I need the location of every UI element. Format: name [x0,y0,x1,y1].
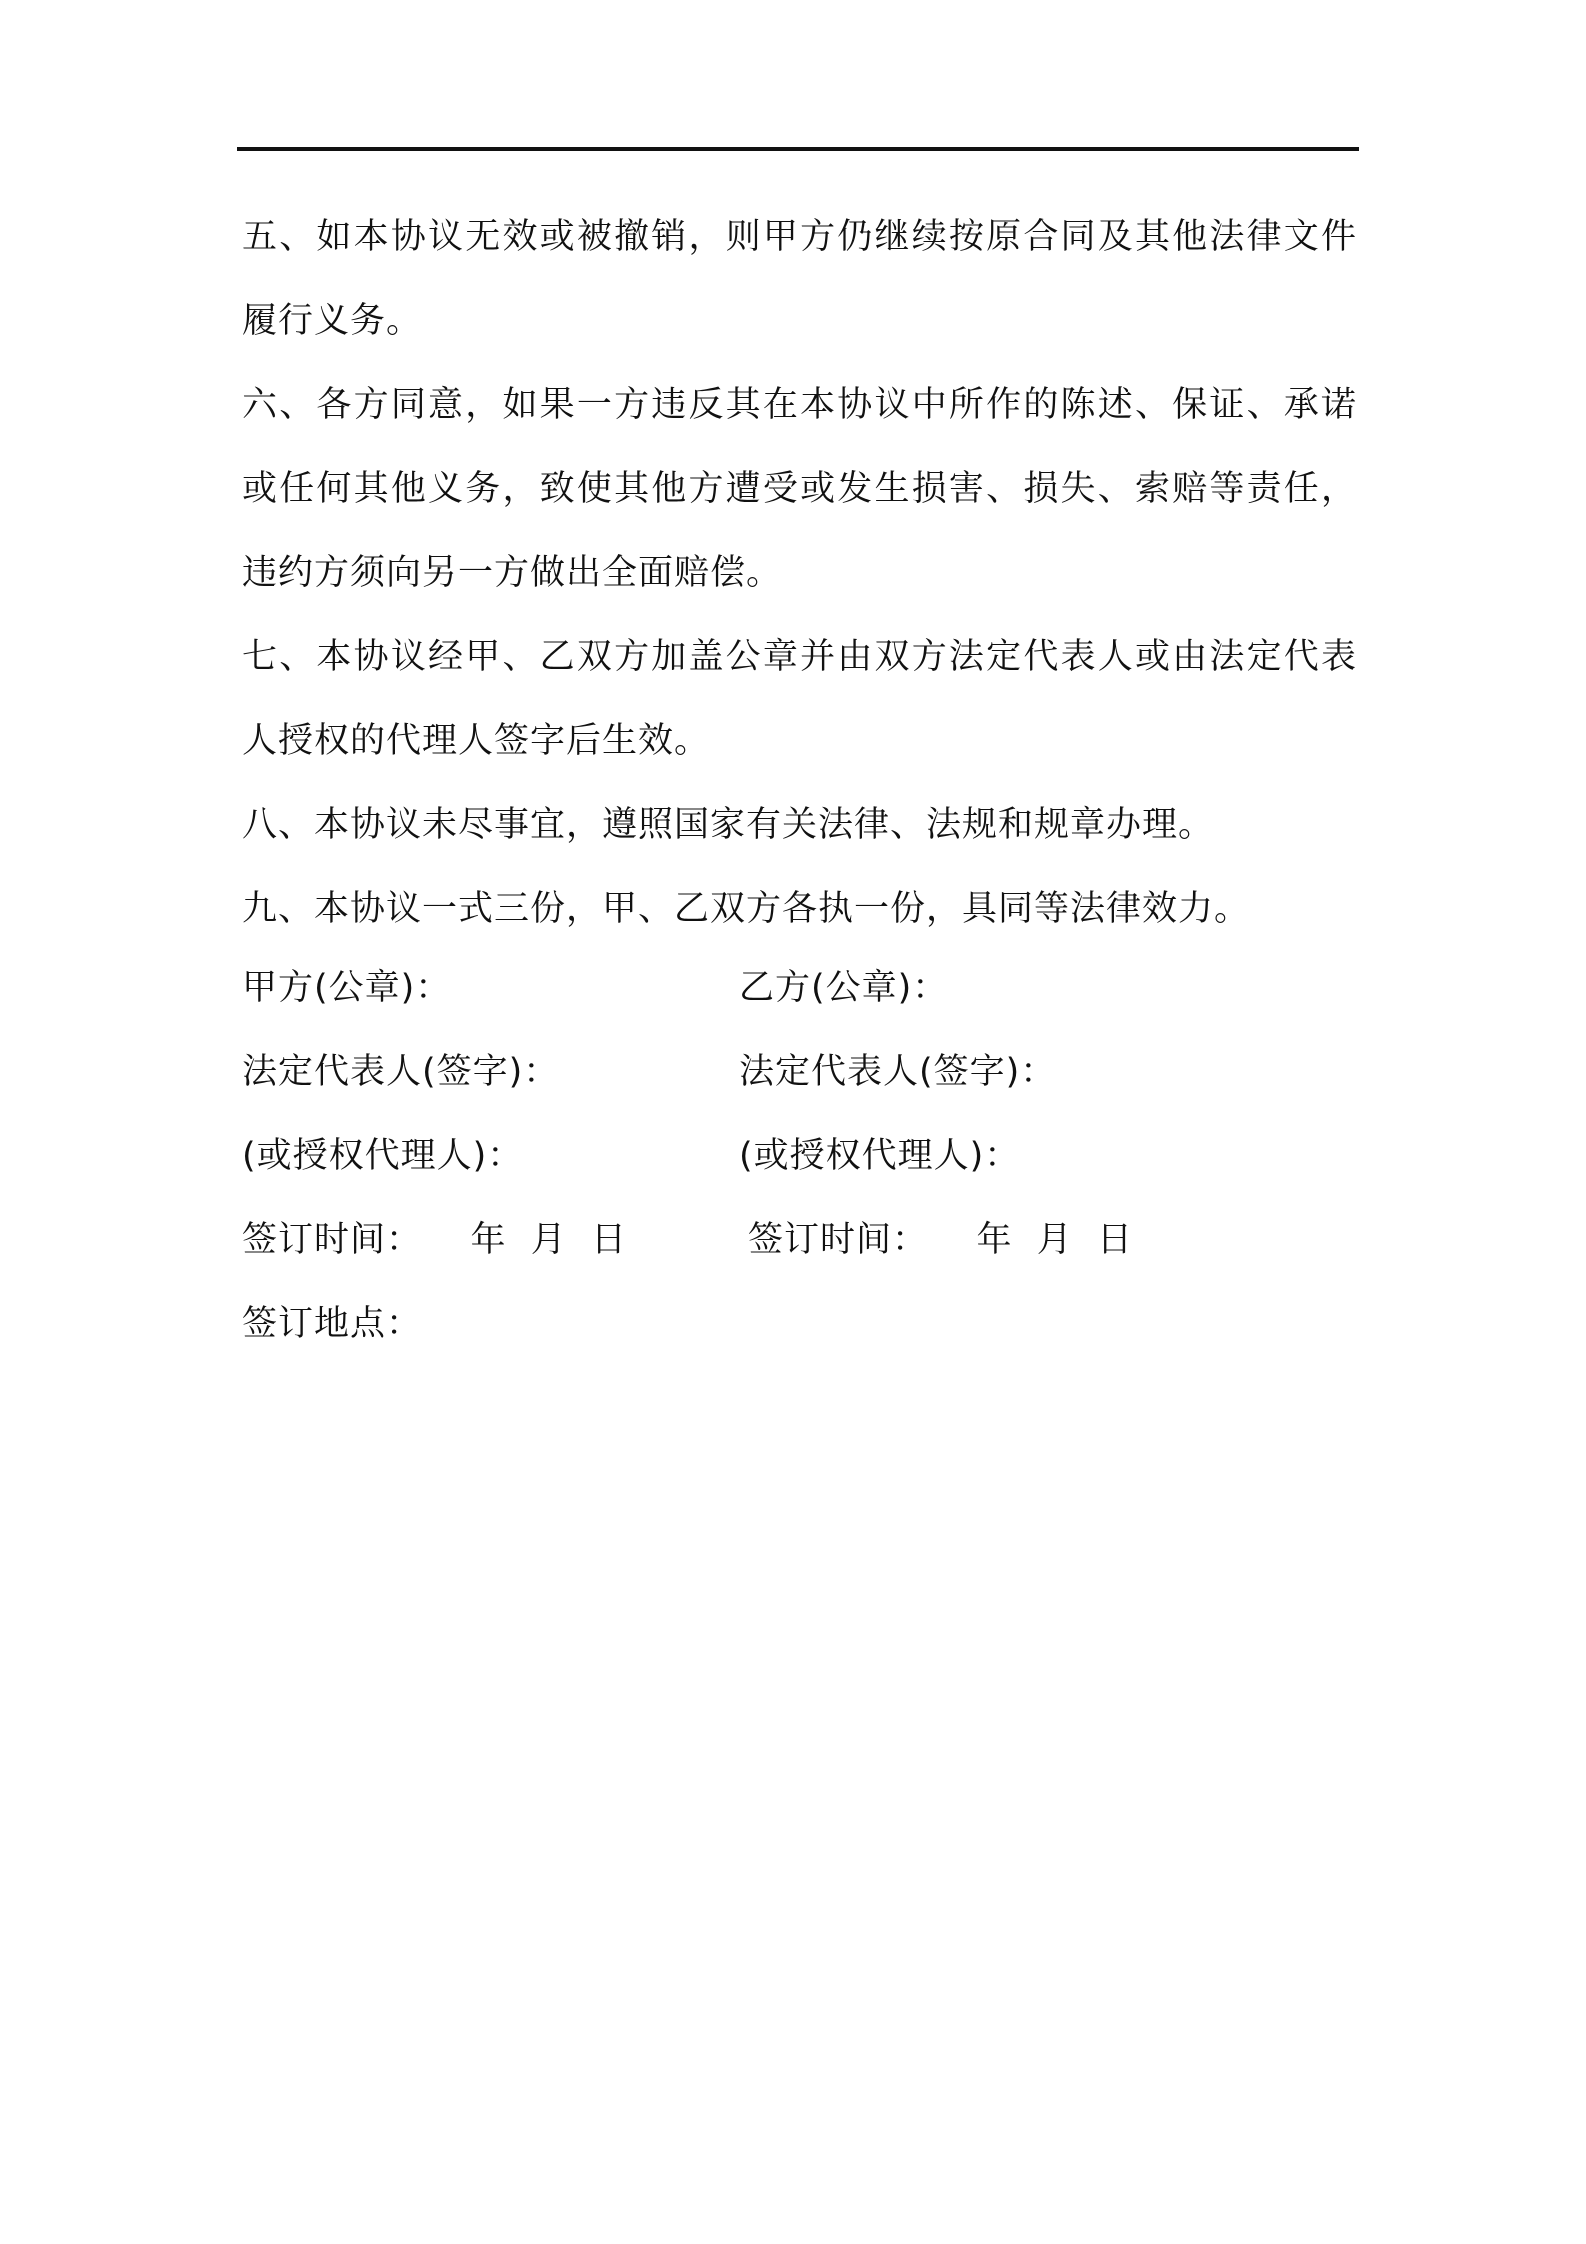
party-a-seal-label: 甲方(公章)： [242,968,452,1008]
party-a-representative-label: 法定代表人(签字)： [242,1052,560,1092]
signing-place-label: 签订地点： [242,1304,423,1344]
agent-row [242,1114,1357,1198]
party-b-date-label: 签订时间： 年 月 日 [748,1220,1134,1260]
clause-five: 五、如本协议无效或被撤销，则甲方仍继续按原合同及其他法律文件履行义务。 [242,217,1357,341]
representative-row [242,1030,1357,1114]
signature-block [242,946,1357,1366]
party-a-date-label: 签订时间： 年 月 日 [242,1220,628,1260]
place-row [242,1282,1357,1366]
clause-six: 六、各方同意，如果一方违反其在本协议中所作的陈述、保证、承诺或任何其他义务，致使其他方遭受或发生损害、损失、索赔等责任，违约方须向另一方做出全面赔偿。 [242,385,1357,593]
agreement-clauses [242,195,1357,951]
date-row [242,1198,1357,1282]
party-b-representative-label: 法定代表人(签字)： [739,1052,1057,1092]
seal-row [242,946,1357,1030]
clause-eight: 八、本协议未尽事宜，遵照国家有关法律、法规和规章办理。 [242,805,1215,845]
party-b-seal-label: 乙方(公章)： [739,968,949,1008]
header-rule [237,147,1359,151]
clause-nine: 九、本协议一式三份，甲、乙双方各执一份，具同等法律效力。 [242,889,1251,929]
party-a-agent-label: (或授权代理人)： [242,1136,524,1176]
party-b-agent-label: (或授权代理人)： [739,1136,1021,1176]
clause-seven: 七、本协议经甲、乙双方加盖公章并由双方法定代表人或由法定代表人授权的代理人签字后生效。 [242,637,1357,761]
